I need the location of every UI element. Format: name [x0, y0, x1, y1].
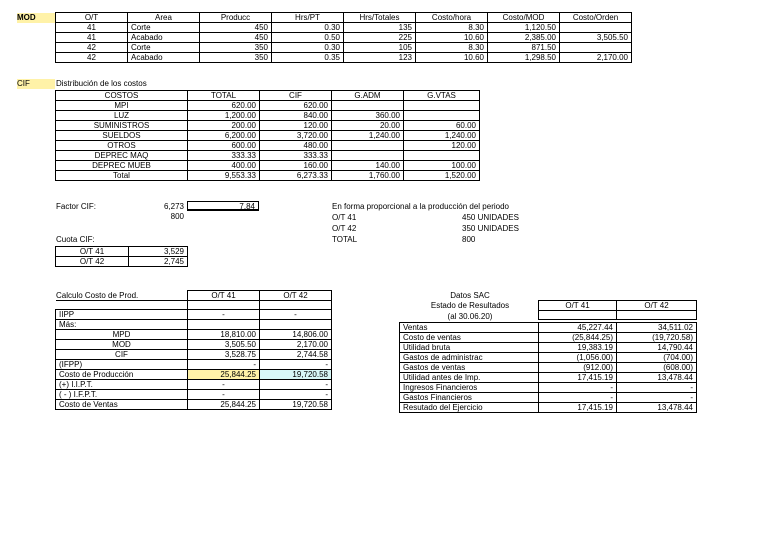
cell: 3,505.50 — [188, 340, 260, 350]
table-row — [56, 320, 332, 330]
mod-header: Hrs/PT — [272, 13, 344, 23]
cell: - — [260, 390, 332, 400]
cell: 360.00 — [332, 111, 404, 121]
cell — [404, 101, 480, 111]
table-row — [56, 151, 480, 161]
cell: 6,273.33 — [260, 171, 332, 181]
cell: - — [188, 380, 260, 390]
factor-cif-total: 6,273 — [163, 202, 184, 211]
calc-header-row — [56, 291, 332, 301]
cell — [560, 43, 632, 53]
cell: 3,528.75 — [188, 350, 260, 360]
cell: 100.00 — [404, 161, 480, 171]
calc-table — [55, 290, 332, 410]
cell: (912.00) — [539, 363, 617, 373]
calc-header: O/T 41 — [188, 291, 260, 301]
cell: - — [260, 310, 332, 320]
cell: (1,056.00) — [539, 353, 617, 363]
cell: 14,806.00 — [260, 330, 332, 340]
cell: 123 — [344, 53, 416, 63]
cell: 20.00 — [332, 121, 404, 131]
cell: - — [260, 380, 332, 390]
cell: Más: — [56, 320, 188, 330]
table-row — [400, 343, 697, 353]
cuota-cif-label: Cuota CIF: — [56, 235, 95, 244]
sac-subtitle: Estado de Resultados — [430, 301, 510, 310]
cell: 2,385.00 — [488, 33, 560, 43]
table-row — [56, 101, 480, 111]
cell: (704.00) — [617, 353, 697, 363]
table-row — [56, 257, 188, 267]
cell: - — [188, 390, 260, 400]
mod-header: O/T — [56, 13, 128, 23]
cell — [560, 23, 632, 33]
cell: 105 — [344, 43, 416, 53]
table-row — [400, 373, 697, 383]
cell: 34,511.02 — [617, 323, 697, 333]
cell: MPD — [56, 330, 188, 340]
table-row — [56, 111, 480, 121]
cell: DEPREC MAQ — [56, 151, 188, 161]
cell: 13,478.44 — [617, 403, 697, 413]
cell: 25,844.25 — [188, 370, 260, 380]
cell: 1,120.50 — [488, 23, 560, 33]
cell: 160.00 — [260, 161, 332, 171]
sac-header-row — [539, 301, 697, 311]
table-row-total — [56, 171, 480, 181]
cell: 600.00 — [188, 141, 260, 151]
prop-label: O/T 42 — [332, 224, 357, 233]
cell: 14,790.44 — [617, 343, 697, 353]
table-row — [400, 383, 697, 393]
cif-section-label: CIF — [17, 79, 55, 89]
cell: 225 — [344, 33, 416, 43]
cell: 9,553.33 — [188, 171, 260, 181]
cell: 333.33 — [188, 151, 260, 161]
cif-header: G.ADM — [332, 91, 404, 101]
cell: - — [188, 310, 260, 320]
cell: 17,415.19 — [539, 373, 617, 383]
cell: 10.60 — [416, 53, 488, 63]
cell: MPI — [56, 101, 188, 111]
cell: - — [539, 383, 617, 393]
cell: - — [188, 360, 260, 370]
cell: 19,720.58 — [260, 370, 332, 380]
cell: (+) I.I.P.T. — [56, 380, 188, 390]
cell: Ventas — [400, 323, 539, 333]
table-row — [400, 393, 697, 403]
cell: 19,720.58 — [260, 400, 332, 410]
cell: SUMINISTROS — [56, 121, 188, 131]
cif-header: G.VTAS — [404, 91, 480, 101]
cell — [332, 151, 404, 161]
cell: 400.00 — [188, 161, 260, 171]
cell: 0.30 — [272, 23, 344, 33]
table-row — [400, 323, 697, 333]
cell: Costo de Producción — [56, 370, 188, 380]
cell: 0.50 — [272, 33, 344, 43]
cell: IIPP — [56, 310, 188, 320]
table-row — [56, 43, 632, 53]
cell: 480.00 — [260, 141, 332, 151]
cuota-table — [55, 246, 188, 267]
cell: 620.00 — [188, 101, 260, 111]
factor-cif-units: 800 — [170, 212, 184, 221]
prop-value: 350 UNIDADES — [462, 224, 519, 233]
cell: Corte — [128, 43, 200, 53]
cell: 140.00 — [332, 161, 404, 171]
cell: OTROS — [56, 141, 188, 151]
cell: LUZ — [56, 111, 188, 121]
cell: Corte — [128, 23, 200, 33]
table-row — [56, 340, 332, 350]
table-row — [56, 23, 632, 33]
cell: (19,720.58) — [617, 333, 697, 343]
sac-header-table — [538, 300, 697, 320]
cell — [332, 101, 404, 111]
cell: 19,383.19 — [539, 343, 617, 353]
cell: Gastos de ventas — [400, 363, 539, 373]
mod-table — [55, 12, 632, 63]
table-row — [56, 33, 632, 43]
mod-section-label: MOD — [17, 13, 55, 23]
cell: 10.60 — [416, 33, 488, 43]
cell: 41 — [56, 23, 128, 33]
cell: 2,170.00 — [260, 340, 332, 350]
cell: 200.00 — [188, 121, 260, 131]
cell: 42 — [56, 53, 128, 63]
cell: Ingresos Financieros — [400, 383, 539, 393]
cell: 1,240.00 — [404, 131, 480, 141]
cell: Acabado — [128, 33, 200, 43]
cell — [260, 320, 332, 330]
cell: 620.00 — [260, 101, 332, 111]
cell: 8.30 — [416, 43, 488, 53]
cif-header-row — [56, 91, 480, 101]
cell: ( - ) I.F.P.T. — [56, 390, 188, 400]
cell: 120.00 — [260, 121, 332, 131]
cell: Utilidad antes de Imp. — [400, 373, 539, 383]
table-row — [56, 121, 480, 131]
sac-header: O/T 42 — [617, 301, 697, 311]
cell: CIF — [56, 350, 188, 360]
calc-title: Calculo Costo de Prod. — [56, 291, 139, 300]
cell: 450 — [200, 23, 272, 33]
cell: Costo de Ventas — [56, 400, 188, 410]
cell: 135 — [344, 23, 416, 33]
cell: 871.50 — [488, 43, 560, 53]
factor-cif-label: Factor CIF: — [56, 202, 97, 211]
sac-title: Datos SAC — [450, 291, 490, 300]
cell: 18,810.00 — [188, 330, 260, 340]
cell: 2,744.58 — [260, 350, 332, 360]
cell: 1,520.00 — [404, 171, 480, 181]
cell — [188, 320, 260, 330]
cell: 0.35 — [272, 53, 344, 63]
cell: 3,720.00 — [260, 131, 332, 141]
cell: - — [539, 393, 617, 403]
cell: - — [260, 360, 332, 370]
cell: 333.33 — [260, 151, 332, 161]
mod-header: Costo/MOD — [488, 13, 560, 23]
cell: 3,529 — [129, 247, 188, 257]
cell: MOD — [56, 340, 188, 350]
prop-label: TOTAL — [332, 235, 358, 244]
cell: SUELDOS — [56, 131, 188, 141]
table-row-total — [56, 400, 332, 410]
cell — [404, 151, 480, 161]
cell: 840.00 — [260, 111, 332, 121]
table-row — [56, 141, 480, 151]
cell: 13,478.44 — [617, 373, 697, 383]
sac-date: (al 30.06.20) — [447, 312, 493, 321]
cell: (608.00) — [617, 363, 697, 373]
table-row — [56, 330, 332, 340]
cell: 25,844.25 — [188, 400, 260, 410]
mod-header-row — [56, 13, 632, 23]
table-row-total — [400, 403, 697, 413]
distribucion-title: Distribución de los costos — [56, 79, 147, 88]
prop-value: 800 — [462, 235, 476, 244]
cif-table — [55, 90, 480, 181]
table-row — [56, 390, 332, 400]
table-row — [56, 53, 632, 63]
cell: 0.30 — [272, 43, 344, 53]
table-row — [400, 353, 697, 363]
cell: 17,415.19 — [539, 403, 617, 413]
cell: DEPREC MUEB — [56, 161, 188, 171]
cell: 1,200.00 — [188, 111, 260, 121]
cell: (IFPP) — [56, 360, 188, 370]
cif-header: CIF — [260, 91, 332, 101]
cell — [332, 141, 404, 151]
cell: 6,200.00 — [188, 131, 260, 141]
table-row — [56, 247, 188, 257]
cell: 8.30 — [416, 23, 488, 33]
sac-header: O/T 41 — [539, 301, 617, 311]
sac-table — [399, 322, 697, 413]
mod-header: Producc — [200, 13, 272, 23]
cell: Resutado del Ejercicio — [400, 403, 539, 413]
cell: 2,170.00 — [560, 53, 632, 63]
cell: O/T 41 — [56, 247, 129, 257]
cell: 350 — [200, 43, 272, 53]
factor-cif-result: 7.84 — [187, 201, 259, 211]
mod-header: Costo/Orden — [560, 13, 632, 23]
mod-header: Area — [128, 13, 200, 23]
table-row — [400, 333, 697, 343]
cell: 450 — [200, 33, 272, 43]
table-row — [56, 380, 332, 390]
cell: 3,505.50 — [560, 33, 632, 43]
cif-header: TOTAL — [188, 91, 260, 101]
table-row — [56, 350, 332, 360]
calc-header: O/T 42 — [260, 291, 332, 301]
cell: Gastos de administrac — [400, 353, 539, 363]
cell: 41 — [56, 33, 128, 43]
cell: 1,760.00 — [332, 171, 404, 181]
cell: Acabado — [128, 53, 200, 63]
prop-title: En forma proporcional a la producción del periodo — [332, 202, 509, 211]
table-row — [56, 131, 480, 141]
mod-header: Hrs/Totales — [344, 13, 416, 23]
cell: Total — [56, 171, 188, 181]
table-row — [56, 310, 332, 320]
mod-header: Costo/hora — [416, 13, 488, 23]
table-row — [56, 161, 480, 171]
cell — [56, 291, 188, 301]
cell: 45,227.44 — [539, 323, 617, 333]
cell: Costo de ventas — [400, 333, 539, 343]
cell: 1,298.50 — [488, 53, 560, 63]
prop-value: 450 UNIDADES — [462, 213, 519, 222]
cell: (25,844.25) — [539, 333, 617, 343]
cell: 1,240.00 — [332, 131, 404, 141]
table-row — [400, 363, 697, 373]
cell: 2,745 — [129, 257, 188, 267]
table-row — [56, 360, 332, 370]
cell — [404, 111, 480, 121]
cell: Utilidad bruta — [400, 343, 539, 353]
prop-label: O/T 41 — [332, 213, 357, 222]
cell: - — [617, 393, 697, 403]
table-row-highlight — [56, 370, 332, 380]
cif-header: COSTOS — [56, 91, 188, 101]
cell: 60.00 — [404, 121, 480, 131]
cell: 350 — [200, 53, 272, 63]
cell: 42 — [56, 43, 128, 53]
cell: 120.00 — [404, 141, 480, 151]
cell: - — [617, 383, 697, 393]
cell: Gastos Financieros — [400, 393, 539, 403]
cell: O/T 42 — [56, 257, 129, 267]
